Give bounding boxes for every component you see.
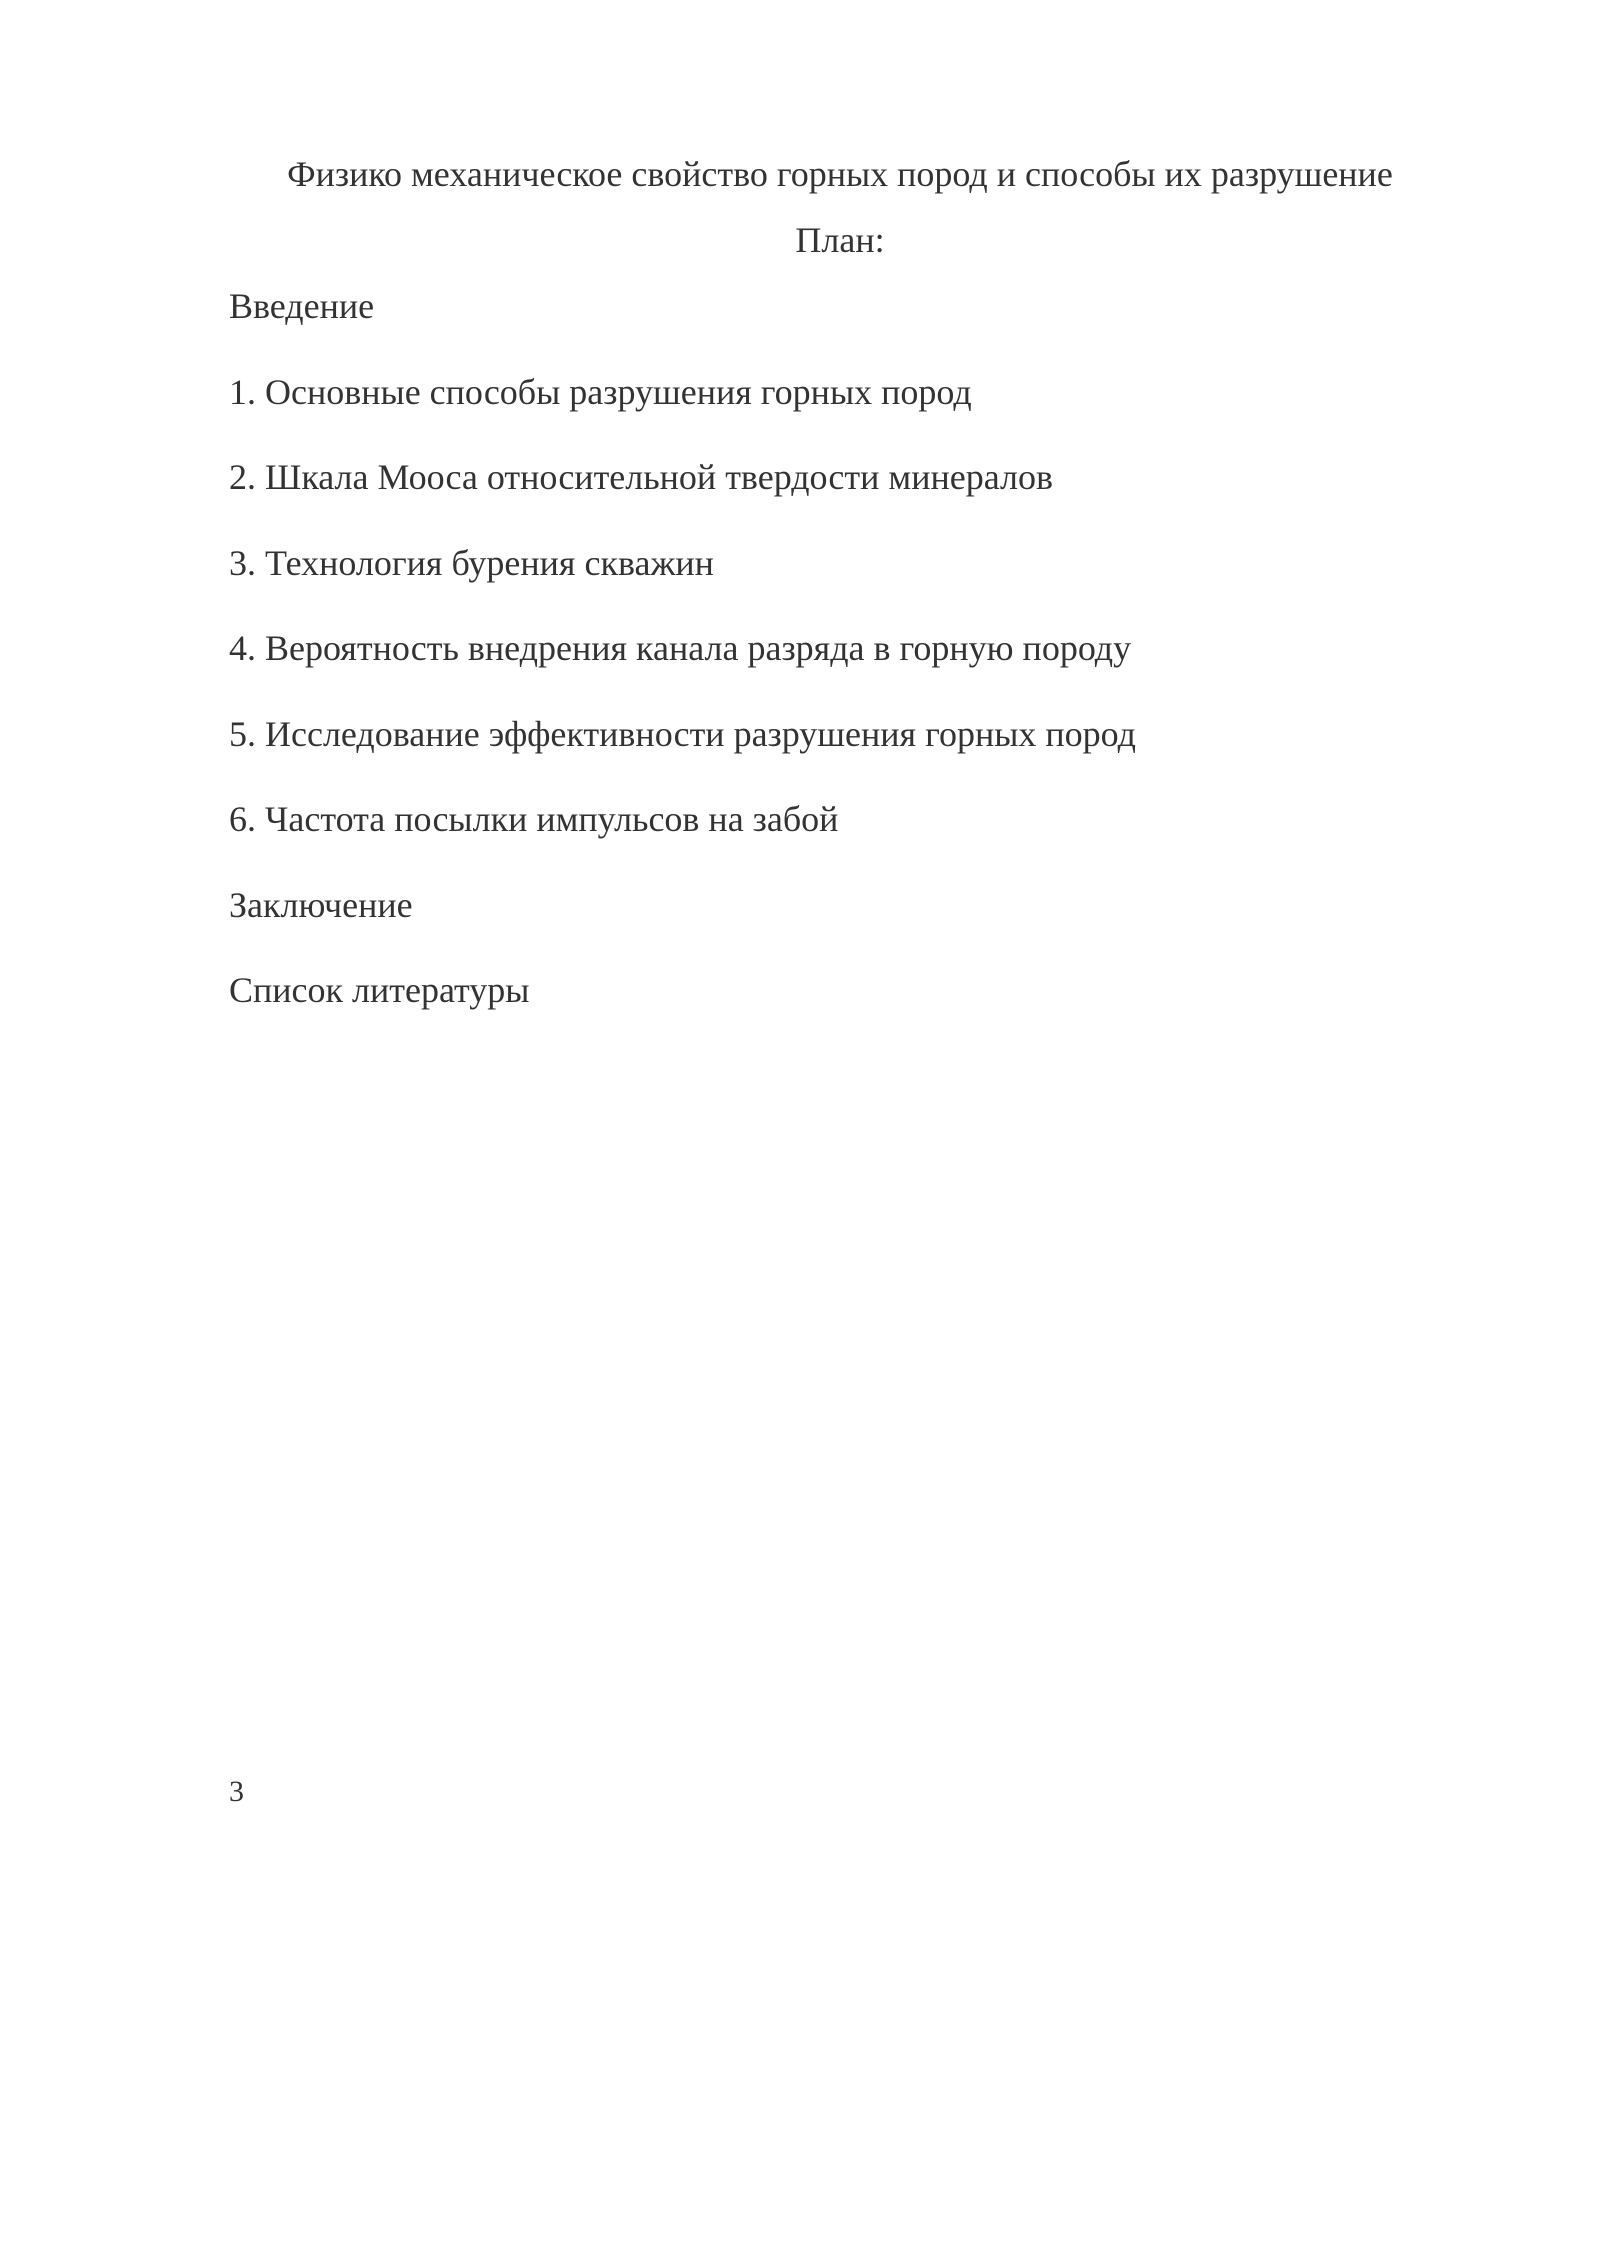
toc-item-3: 3. Технология бурения скважин	[229, 542, 714, 583]
toc-item-introduction: Введение	[229, 286, 375, 326]
toc-item-6: 6. Частота посылки импульсов на забой	[229, 799, 839, 839]
toc-item-conclusion: Заключение	[229, 884, 413, 925]
page-number: 3	[229, 1775, 244, 1808]
plan-heading: План:	[795, 220, 885, 260]
document-title: Физико механическое свойство горных пород и способы их разрушение	[287, 154, 1393, 194]
toc-item-1: 1. Основные способы разрушения горных пород	[229, 371, 972, 412]
toc-item-2: 2. Шкала Мооса относительной твердости минералов	[229, 457, 1053, 497]
toc-item-4: 4. Вероятность внедрения канала разряда в горную породу	[229, 628, 1132, 668]
toc-item-5: 5. Исследование эффективности разрушения горных пород	[229, 713, 1136, 754]
table-of-contents	[229, 280, 1449, 1050]
toc-item-references: Список литературы	[229, 970, 530, 1010]
